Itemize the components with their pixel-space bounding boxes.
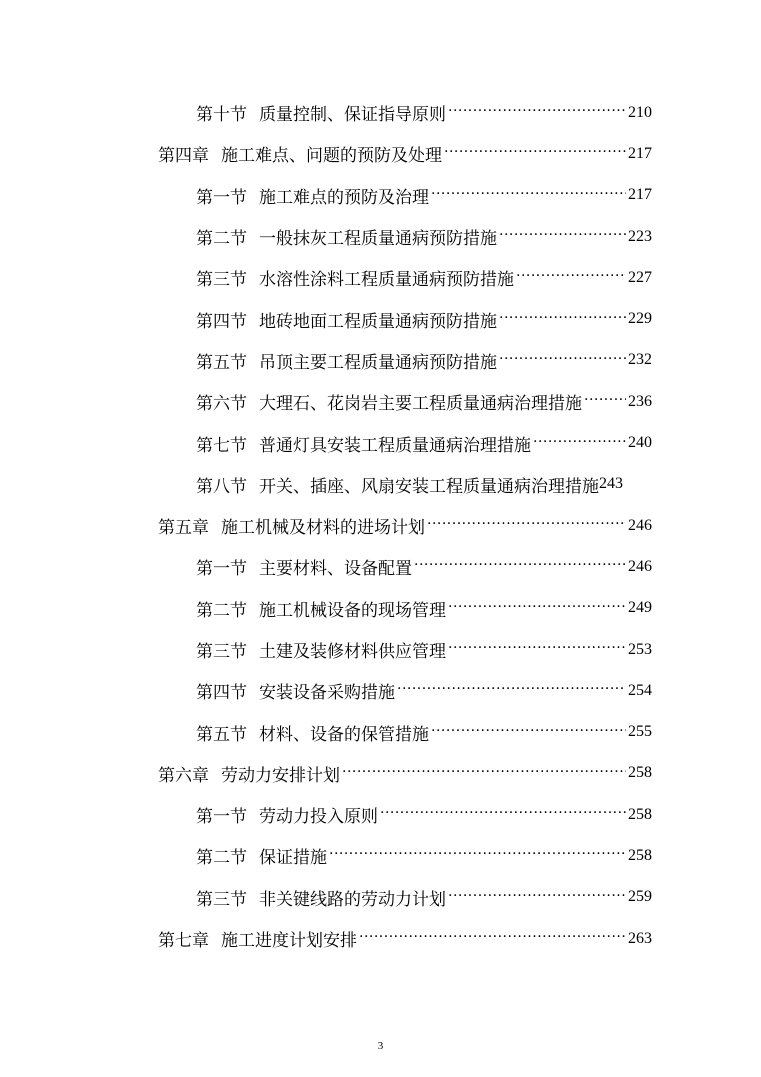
toc-entry-number: 第四章	[158, 146, 209, 167]
dot-leader	[448, 637, 626, 662]
toc-entry-title: 主要材料、设备配置	[259, 559, 412, 580]
toc-entry[interactable]	[0, 670, 761, 711]
dot-leader	[397, 678, 626, 703]
dot-leader	[359, 926, 626, 951]
toc-entry-title: 安装设备采购措施	[259, 683, 395, 704]
toc-entry-title: 施工进度计划安排	[221, 931, 357, 952]
dot-leader	[448, 885, 626, 910]
toc-entry-page: 255	[628, 723, 652, 741]
dot-leader	[427, 513, 626, 538]
toc-entry-title: 施工难点的预防及治理	[259, 187, 429, 208]
dot-leader	[444, 141, 626, 166]
dot-leader	[414, 554, 626, 579]
toc-entry[interactable]	[0, 422, 761, 463]
toc-entry[interactable]	[0, 257, 761, 298]
toc-entry[interactable]	[0, 175, 761, 216]
toc-entry[interactable]	[0, 753, 761, 794]
toc-entry-page: 254	[628, 681, 652, 699]
toc-entry-number: 第五节	[196, 352, 247, 373]
toc-entry-page: 236	[628, 392, 652, 410]
toc-entry-page: 258	[628, 846, 652, 864]
toc-entry[interactable]	[0, 340, 761, 381]
toc-entry-number: 第二节	[196, 600, 247, 621]
toc-entry[interactable]	[0, 877, 761, 918]
toc-entry[interactable]	[0, 629, 761, 670]
toc-entry[interactable]	[0, 918, 761, 959]
toc-entry-title: 保证措施	[259, 848, 327, 869]
toc-entry-number: 第六章	[158, 765, 209, 786]
toc-entry-page: 246	[628, 516, 652, 534]
dot-leader	[533, 431, 626, 456]
toc-entry[interactable]	[0, 298, 761, 339]
dot-leader	[380, 802, 626, 827]
toc-entry-title: 施工难点、问题的预防及处理	[221, 146, 442, 167]
toc-entry-number: 第七章	[158, 931, 209, 952]
toc-entry-title: 吊顶主要工程质量通病预防措施	[259, 352, 497, 373]
dot-leader	[499, 348, 626, 373]
toc-entry-title: 水溶性涂料工程质量通病预防措施	[259, 270, 514, 291]
toc-entry-page: 253	[628, 640, 652, 658]
toc-entry-number: 第七节	[196, 435, 247, 456]
toc-entry-page: 258	[628, 805, 652, 823]
toc-entry-page: 249	[628, 599, 652, 617]
toc-entry-title: 土建及装修材料供应管理	[259, 642, 446, 662]
toc-entry[interactable]	[0, 794, 761, 835]
toc-entry[interactable]	[0, 588, 761, 629]
toc-entry[interactable]	[0, 92, 761, 133]
toc-entry[interactable]	[0, 505, 761, 546]
toc-entry-number: 第一节	[196, 187, 247, 208]
toc-entry[interactable]	[0, 133, 761, 174]
toc-entry-number: 第八节	[196, 476, 247, 497]
table-of-contents	[0, 92, 761, 959]
toc-entry[interactable]	[0, 835, 761, 876]
toc-entry[interactable]	[0, 381, 761, 422]
dot-leader	[516, 265, 626, 290]
toc-entry-title: 施工机械及材料的进场计划	[221, 518, 425, 539]
toc-entry-title: 施工机械设备的现场管理	[259, 600, 446, 621]
dot-leader	[499, 224, 626, 249]
dot-leader	[431, 183, 626, 208]
toc-entry-number: 第四节	[196, 683, 247, 704]
toc-entry-title: 非关键线路的劳动力计划	[259, 889, 446, 910]
toc-entry-page: 246	[628, 557, 652, 575]
toc-entry[interactable]	[0, 711, 761, 752]
toc-entry-number: 第三节	[196, 889, 247, 910]
toc-entry-title: 大理石、花岗岩主要工程质量通病治理措施	[259, 394, 582, 415]
toc-entry-number: 第五节	[196, 724, 247, 745]
dot-leader	[448, 100, 626, 125]
toc-entry-page: 240	[628, 434, 652, 452]
dot-leader	[342, 761, 626, 786]
toc-entry-page: 223	[628, 227, 652, 245]
toc-entry-page: 259	[628, 888, 652, 906]
toc-entry-page: 243	[599, 475, 623, 493]
toc-entry-number: 第二节	[196, 848, 247, 869]
toc-entry-page: 217	[628, 144, 652, 162]
dot-leader	[431, 720, 626, 745]
toc-entry-number: 第二节	[196, 229, 247, 250]
toc-entry-title: 劳动力投入原则	[259, 807, 378, 828]
toc-entry-page: 258	[628, 764, 652, 782]
toc-entry-number: 第三节	[196, 270, 247, 291]
toc-entry-number: 第四节	[196, 311, 247, 332]
toc-entry-page: 227	[628, 268, 652, 286]
toc-entry-title: 开关、插座、风扇安装工程质量通病治理措施	[259, 476, 599, 497]
toc-entry-number: 第五章	[158, 518, 209, 539]
toc-entry-number: 第三节	[196, 642, 247, 662]
toc-entry-number: 第六节	[196, 394, 247, 415]
toc-entry[interactable]	[0, 464, 761, 505]
toc-entry-page: 210	[628, 103, 652, 121]
dot-leader	[584, 389, 626, 414]
toc-entry[interactable]	[0, 546, 761, 587]
dot-leader	[448, 596, 626, 621]
dot-leader	[329, 843, 626, 868]
toc-entry-title: 劳动力安排计划	[221, 765, 340, 786]
toc-entry-number: 第一节	[196, 559, 247, 580]
toc-entry-number: 第十节	[196, 105, 247, 126]
toc-entry-title: 普通灯具安装工程质量通病治理措施	[259, 435, 531, 456]
toc-entry-page: 217	[628, 186, 652, 204]
toc-entry-title: 地砖地面工程质量通病预防措施	[259, 311, 497, 332]
dot-leader	[499, 307, 626, 332]
toc-entry[interactable]	[0, 216, 761, 257]
toc-entry-page: 229	[628, 310, 652, 328]
toc-entry-page: 263	[628, 929, 652, 947]
toc-entry-title: 材料、设备的保管措施	[259, 724, 429, 745]
toc-entry-page: 232	[628, 351, 652, 369]
toc-entry-number: 第一节	[196, 807, 247, 828]
toc-entry-title: 一般抹灰工程质量通病预防措施	[259, 229, 497, 250]
page-number: 3	[377, 1040, 384, 1052]
toc-entry-title: 质量控制、保证指导原则	[259, 105, 446, 126]
